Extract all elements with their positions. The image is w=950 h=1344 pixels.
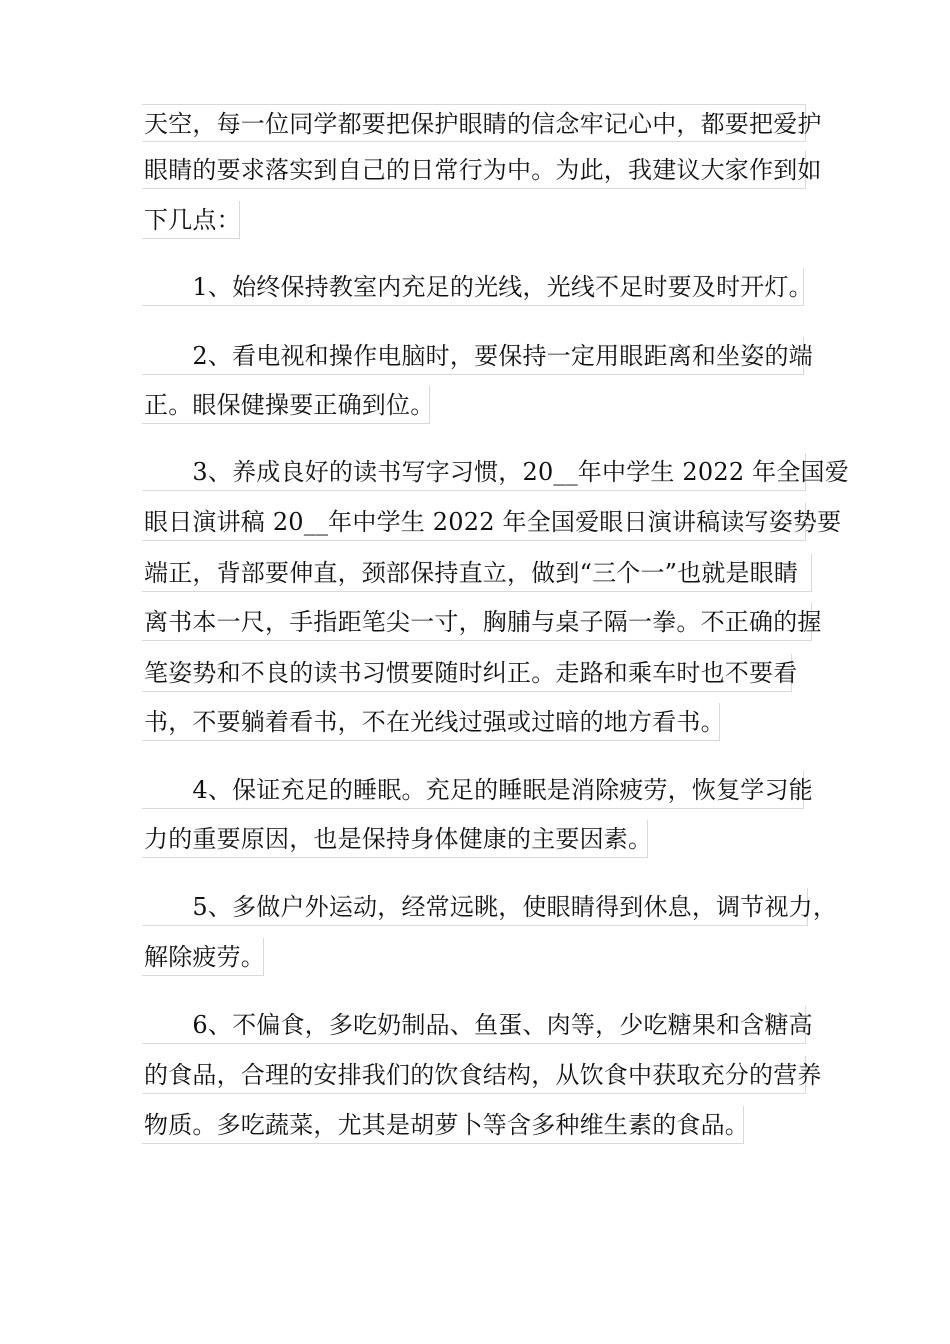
list-item-line: 2、看电视和操作电脑时，要保持一定用眼距离和坐姿的端 [142,337,804,375]
paragraph-line: 眼睛的要求落实到自己的日常行为中。为此，我建议大家作到如 [142,151,806,189]
list-item-line: 书，不要躺着看书，不在光线过强或过暗的地方看书。 [142,703,720,741]
list-item-line: 正。眼保健操要正确到位。 [142,386,430,424]
list-item-line: 物质。多吃蔬菜，尤其是胡萝卜等含多种维生素的食品。 [142,1106,744,1144]
list-item-line: 笔姿势和不良的读书习惯要随时纠正。走路和乘车时也不要看 [142,654,792,692]
list-item-line: 离书本一尺，手指距笔尖一寸，胸脯与桌子隔一拳。不正确的握 [142,603,812,641]
list-item-line: 解除疲劳。 [142,938,264,976]
list-item-line: 1、始终保持教室内充足的光线，光线不足时要及时开灯。 [142,268,804,306]
list-item-line: 力的重要原因，也是保持身体健康的主要因素。 [142,820,648,858]
list-item-line: 3、养成良好的读书写字习惯，20__年中学生 2022 年全国爱 [142,453,806,491]
list-item-line: 的食品，合理的安排我们的饮食结构，从饮食中获取充分的营养 [142,1056,806,1094]
paragraph-line: 下几点： [142,201,240,239]
list-item-line: 5、多做户外运动，经常远眺，使眼睛得到休息，调节视力， [142,888,808,926]
list-item-line: 6、不偏食，多吃奶制品、鱼蛋、肉等，少吃糖果和含糖高 [142,1006,806,1044]
list-item-line: 端正，背部要伸直，颈部保持直立，做到“三个一”也就是眼睛 [142,554,812,592]
list-item-line: 4、保证充足的睡眠。充足的睡眠是消除疲劳，恢复学习能 [142,771,804,809]
paragraph-line: 天空，每一位同学都要把保护眼睛的信念牢记心中，都要把爱护 [142,104,806,142]
list-item-line: 眼日演讲稿 20__年中学生 2022 年全国爱眼日演讲稿读写姿势要 [142,503,806,541]
